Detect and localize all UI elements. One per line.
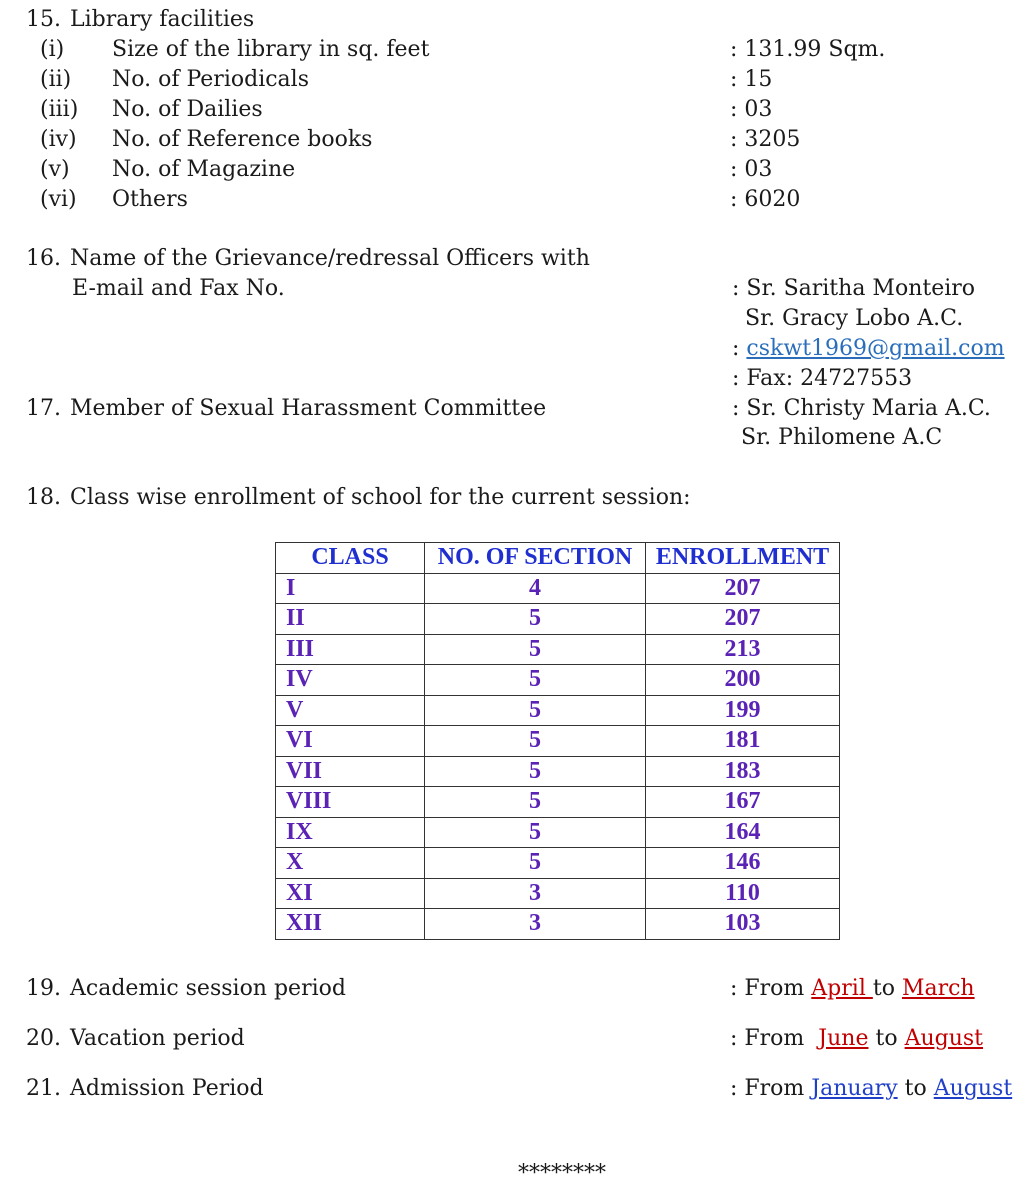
enrollment-label: Class wise enrollment of school for the current session: xyxy=(70,485,691,510)
class-cell: IX xyxy=(276,817,425,848)
sections-cell: 5 xyxy=(425,787,646,818)
sub-item-roman: (iii) xyxy=(40,97,79,122)
item-number-16: 16. xyxy=(26,246,61,271)
to-text: to xyxy=(872,976,895,1001)
header-sections: NO. OF SECTION xyxy=(425,543,646,574)
item-number-19: 19. xyxy=(26,976,61,1001)
sections-cell: 5 xyxy=(425,726,646,757)
others-value: : 6020 xyxy=(730,187,801,212)
enrollment-cell: 181 xyxy=(646,726,840,757)
fax-number: : Fax: 24727553 xyxy=(732,366,913,391)
periodicals-label: No. of Periodicals xyxy=(112,67,309,92)
dailies-label: No. of Dailies xyxy=(112,97,263,122)
class-cell: VIII xyxy=(276,787,425,818)
item-number-21: 21. xyxy=(26,1076,61,1101)
admission-period-label: Admission Period xyxy=(70,1076,264,1101)
table-row xyxy=(276,604,840,635)
class-cell: XII xyxy=(276,909,425,940)
sections-cell: 3 xyxy=(425,878,646,909)
others-label: Others xyxy=(112,187,188,212)
month-august: August xyxy=(933,1076,1013,1101)
table-row xyxy=(276,787,840,818)
grievance-officer-2: Sr. Gracy Lobo A.C. xyxy=(745,306,964,331)
footer-stars: ******** xyxy=(518,1161,606,1186)
grievance-email-row xyxy=(732,335,1005,363)
sections-cell: 5 xyxy=(425,817,646,848)
from-text: : From xyxy=(730,1026,812,1051)
sections-cell: 5 xyxy=(425,665,646,696)
enrollment-cell: 207 xyxy=(646,604,840,635)
class-cell: IV xyxy=(276,665,425,696)
committee-member-1: : Sr. Christy Maria A.C. xyxy=(732,396,991,421)
item-number-18: 18. xyxy=(26,485,61,510)
class-cell: V xyxy=(276,695,425,726)
header-enrollment: ENROLLMENT xyxy=(646,543,840,574)
sub-item-roman: (v) xyxy=(40,157,70,182)
class-cell: X xyxy=(276,848,425,879)
class-cell: III xyxy=(276,634,425,665)
vacation-period-value xyxy=(730,1025,983,1053)
enrollment-cell: 146 xyxy=(646,848,840,879)
dailies-value: : 03 xyxy=(730,97,773,122)
class-cell: I xyxy=(276,573,425,604)
to-text: to xyxy=(904,1076,927,1101)
magazine-value: : 03 xyxy=(730,157,773,182)
grievance-officers-label: Name of the Grievance/redressal Officers with xyxy=(70,246,590,271)
sections-cell: 5 xyxy=(425,848,646,879)
harassment-committee-label: Member of Sexual Harassment Committee xyxy=(70,396,547,421)
class-cell: II xyxy=(276,604,425,635)
sections-cell: 4 xyxy=(425,573,646,604)
library-size-label: Size of the library in sq. feet xyxy=(112,37,430,62)
enrollment-cell: 199 xyxy=(646,695,840,726)
sub-item-roman: (vi) xyxy=(40,187,77,212)
from-text: : From xyxy=(730,976,805,1001)
grievance-officer-1: : Sr. Saritha Monteiro xyxy=(732,276,976,301)
table-row xyxy=(276,817,840,848)
month-january: January xyxy=(811,1076,898,1101)
table-row xyxy=(276,573,840,604)
reference-books-value: : 3205 xyxy=(730,127,801,152)
sub-item-roman: (iv) xyxy=(40,127,77,152)
table-row xyxy=(276,634,840,665)
month-march: March xyxy=(901,976,975,1001)
table-header-row xyxy=(276,543,840,574)
enrollment-cell: 213 xyxy=(646,634,840,665)
class-cell: XI xyxy=(276,878,425,909)
month-august: August xyxy=(904,1026,984,1051)
header-class: CLASS xyxy=(276,543,425,574)
enrollment-table xyxy=(275,542,840,940)
committee-member-2: Sr. Philomene A.C xyxy=(741,425,943,450)
item-number-20: 20. xyxy=(26,1026,61,1051)
periodicals-value: : 15 xyxy=(730,67,773,92)
academic-session-value xyxy=(730,975,975,1003)
sections-cell: 5 xyxy=(425,634,646,665)
table-row xyxy=(276,665,840,696)
sections-cell: 5 xyxy=(425,756,646,787)
enrollment-cell: 110 xyxy=(646,878,840,909)
magazine-label: No. of Magazine xyxy=(112,157,296,182)
to-text: to xyxy=(875,1026,898,1051)
sub-item-roman: (i) xyxy=(40,37,65,62)
vacation-period-label: Vacation period xyxy=(70,1026,245,1051)
grievance-email-fax-label: E-mail and Fax No. xyxy=(72,276,285,301)
month-april: April xyxy=(811,976,873,1001)
enrollment-cell: 103 xyxy=(646,909,840,940)
table-row xyxy=(276,726,840,757)
enrollment-cell: 200 xyxy=(646,665,840,696)
table-row xyxy=(276,848,840,879)
enrollment-cell: 207 xyxy=(646,573,840,604)
reference-books-label: No. of Reference books xyxy=(112,127,373,152)
class-cell: VI xyxy=(276,726,425,757)
month-june: June xyxy=(818,1026,869,1051)
item-number-15: 15. xyxy=(26,7,61,32)
item-number-17: 17. xyxy=(26,396,61,421)
from-text: : From xyxy=(730,1076,805,1101)
table-row xyxy=(276,878,840,909)
email-link[interactable]: cskwt1969@gmail.com xyxy=(746,336,1005,361)
library-facilities-heading: Library facilities xyxy=(70,7,255,32)
table-row xyxy=(276,695,840,726)
enrollment-cell: 183 xyxy=(646,756,840,787)
sections-cell: 5 xyxy=(425,604,646,635)
table-row xyxy=(276,909,840,940)
colon: : xyxy=(732,336,740,361)
sub-item-roman: (ii) xyxy=(40,67,72,92)
sections-cell: 3 xyxy=(425,909,646,940)
enrollment-cell: 164 xyxy=(646,817,840,848)
class-cell: VII xyxy=(276,756,425,787)
enrollment-cell: 167 xyxy=(646,787,840,818)
academic-session-label: Academic session period xyxy=(70,976,346,1001)
admission-period-value xyxy=(730,1075,1012,1103)
table-row xyxy=(276,756,840,787)
sections-cell: 5 xyxy=(425,695,646,726)
library-size-value: : 131.99 Sqm. xyxy=(730,37,886,62)
